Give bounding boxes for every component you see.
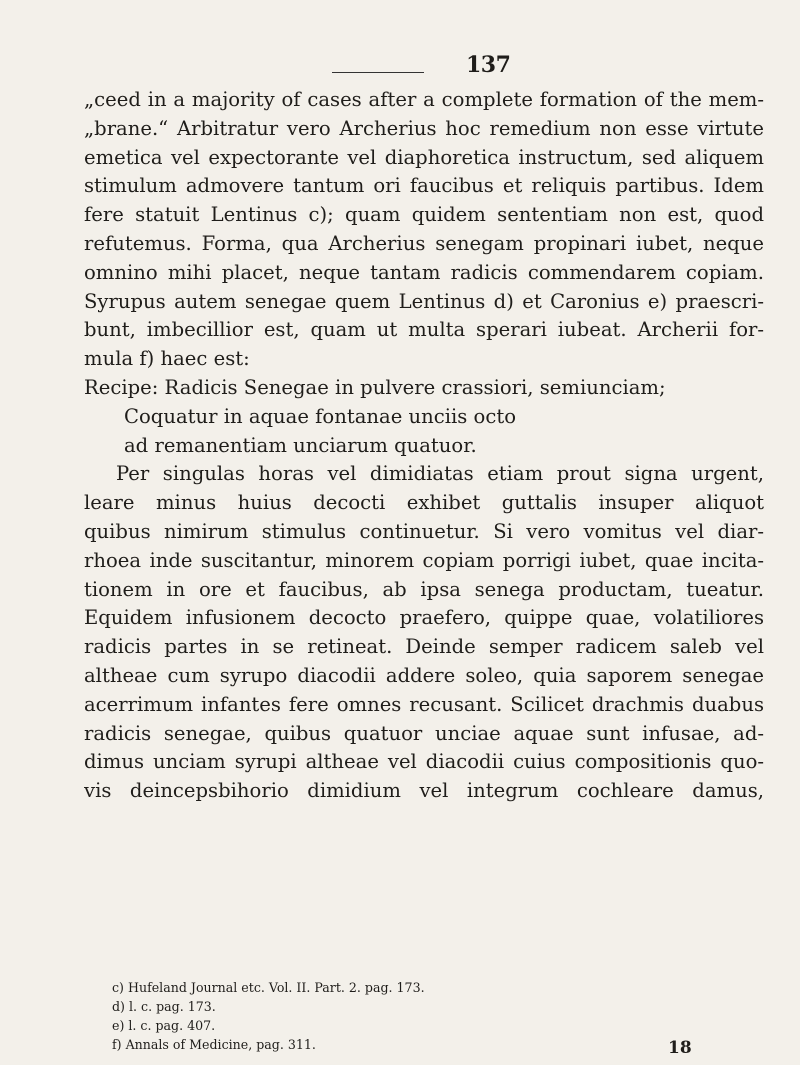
- text-line: radicis partes in se retineat. Deinde semper radicem saleb vel: [84, 635, 764, 659]
- header-rule: [332, 72, 424, 73]
- text-line: stimulum admovere tantum ori faucibus et reliquis partibus. Idem: [84, 174, 764, 198]
- text-line: radicis senegae, quibus quatuor unciae aquae sunt infusae, ad-: [84, 721, 764, 745]
- text-line: acerrimum infantes fere omnes recusant. Scilicet drachmis duabus: [84, 692, 764, 716]
- footnote: f) Annals of Medicine, pag. 311.: [112, 1037, 316, 1052]
- text-line: fere statuit Lentinus c); quam quidem sententiam non est, quod: [84, 203, 764, 227]
- text-line: rhoea inde suscitantur, minorem copiam porrigi iubet, quae incita-: [84, 548, 764, 572]
- footnote: e) l. c. pag. 407.: [112, 1018, 216, 1033]
- text-line: tionem in ore et faucibus, ab ipsa senega productam, tueatur.: [84, 577, 764, 601]
- text-line: vis deincepsbihorio dimidium vel integrum cochleare damus,: [84, 779, 764, 803]
- text-line: Equidem infusionem decocto praefero, quippe quae, volatiliores: [84, 606, 764, 630]
- body-text: [84, 86, 764, 806]
- page-number: 137: [466, 52, 511, 78]
- text-line: Per singulas horas vel dimidiatas etiam prout signa urgent,: [116, 462, 764, 486]
- footnote: d) l. c. pag. 173.: [112, 999, 216, 1014]
- recipe-line: Recipe: Radicis Senegae in pulvere crassiori, semiunciam;: [84, 375, 666, 399]
- text-line: altheae cum syrupo diacodii addere soleo, quia saporem senegae: [84, 663, 764, 687]
- recipe-line: Coquatur in aquae fontanae unciis octo: [124, 404, 516, 428]
- text-line: bunt, imbecillior est, quam ut multa sperari iubeat. Archerii for-: [84, 318, 764, 342]
- recipe-line: ad remanentiam unciarum quatuor.: [124, 433, 477, 457]
- text-line: quibus nimirum stimulus continuetur. Si vero vomitus vel diar-: [84, 519, 764, 543]
- text-line: leare minus huius decocti exhibet guttalis insuper aliquot: [84, 491, 764, 515]
- text-line: omnino mihi placet, neque tantam radicis commendarem copiam.: [84, 260, 764, 284]
- signature-mark: 18: [668, 1038, 692, 1058]
- footnote: c) Hufeland Journal etc. Vol. II. Part. 2. pag. 173.: [112, 980, 425, 995]
- text-line: mula f) haec est:: [84, 347, 250, 371]
- text-line: emetica vel expectorante vel diaphoretica instructum, sed aliquem: [84, 145, 764, 169]
- text-line: „ceed in a majority of cases after a complete formation of the mem-: [84, 88, 764, 111]
- footnotes: [112, 978, 672, 1054]
- text-line: Syrupus autem senegae quem Lentinus d) et Caronius e) praescri-: [84, 289, 764, 313]
- text-line: „brane.“ Arbitratur vero Archerius hoc remedium non esse virtute: [84, 116, 764, 140]
- text-line: refutemus. Forma, qua Archerius senegam propinari iubet, neque: [84, 231, 764, 255]
- text-line: dimus unciam syrupi altheae vel diacodii cuius compositionis quo-: [84, 750, 764, 774]
